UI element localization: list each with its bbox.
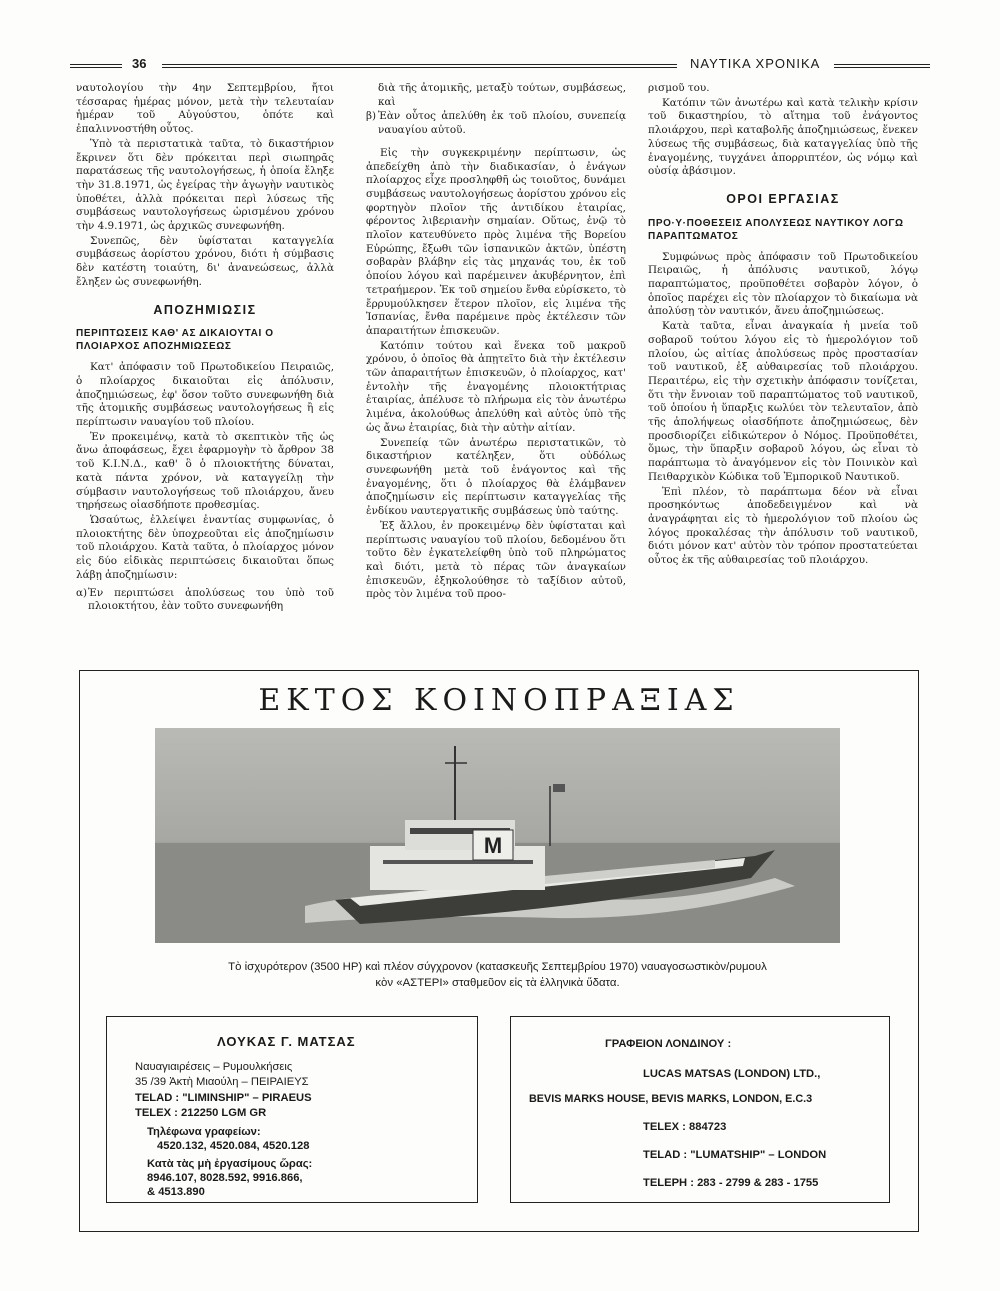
ship-photo [155, 728, 840, 943]
paragraph: ναυτολογίου τὴν 4ην Σεπτεμβρίου, ἤτοι τέσσαρας ἡμέρας μόνον, μετὰ τὴν τελευταίαν ἡμέραν τοῦ Αὐγούστου, ὁπότε καὶ ἐπαλιννοστήθη οὗτος. [76, 82, 334, 136]
page-number: 36 [132, 56, 147, 71]
paragraph: Ὡσαύτως, ἐλλείψει ἐναντίας συμφωνίας, ὁ πλοιοκτήτης δὲν ὑποχρεοῦται εἰς ἀποζημίωσιν τοῦ πλοιάρχου. Κατὰ ταῦτα, ὁ πλοίαρχος μόνον εἰς δύο εἰδικὰς περιπτώσεις δικαιοῦται ὅπως λάβῃ ἀποζημίωσιν: [76, 513, 334, 581]
header-rule-middle [162, 64, 677, 68]
caption-line: κὸν «ΑΣΤΕΡΙ» σταθμεῦον εἰς τὰ ἑλληνικὰ ὕδατα. [375, 977, 620, 989]
london-office-heading: ΓΡΑΦΕΙΟΝ ΛΟΝΔΙΝΟΥ : [605, 1038, 732, 1050]
funnel-letter: M [483, 833, 503, 858]
running-header [70, 58, 930, 76]
superstructure [370, 846, 545, 890]
paragraph: Ἐξ ἄλλου, ἐν προκειμένῳ δὲν ὑφίσταται καὶ περίπτωσις ναυαγίου τοῦ πλοίου, δεδομένου ὅτι τοῦτο δὲν ἐγκατελείφθη ὑπὸ τοῦ πληρώματος καὶ διότι, μετὰ τὸ πέρας τῶν ἀναγκαίων ἐπισκευῶν, ἐξηκολούθησε τὸ ταξίδιον αὐτοῦ, πρὸς τὸν λιμένα τοῦ προο- [366, 519, 626, 601]
list-label: α) [76, 586, 88, 599]
flag [553, 784, 565, 792]
paragraph: ρισμοῦ του. [648, 82, 710, 94]
telad-line: ΤELAD : "LIMINSHIP" – PIRAEUS [135, 1092, 312, 1104]
deck-windows [383, 860, 533, 864]
offhours-label: Κατὰ τὰς μὴ ἐργασίμους ὥρας: [147, 1158, 313, 1170]
column-1 [76, 82, 334, 614]
photo-caption [130, 959, 865, 991]
list-label: β) [366, 110, 377, 123]
ad-title: ΕΚΤΟΣ ΚΟΙΝΟΠΡΑΞΙΑΣ [258, 683, 740, 718]
london-telad: TELAD : "LUMATSHIP" – LONDON [643, 1149, 827, 1161]
paragraph: Ὑπὸ τὰ περιστατικὰ ταῦτα, τὸ δικαστήριον ἔκρινεν ὅτι δὲν πρόκειται περὶ σιωπηρᾶς παρατάσεως τῆς ναυτολογήσεως, ἡ ὁποία ἔληξε τὴν 31.8.1971, ὡς ἐγείρας τὴν ἀγωγὴν ναυτικὸς ὑποθέτει, ἀλλὰ πρόκειται περὶ λύσεως τῆς συμβάσεως ναυτολογήσεως ὡρισμένου χρόνου τὴν 4.9.1971, ὡς ἀρχικῶς συνεφωνήθη. [76, 137, 334, 233]
column-2 [366, 82, 626, 603]
london-company: LUCAS MATSAS (LONDON) LTD., [643, 1068, 821, 1080]
london-phone: TELEPH : 283 - 2799 & 283 - 1755 [643, 1177, 819, 1189]
telex-line: TELEX : 212250 LGM GR [135, 1107, 267, 1119]
london-address: BEVIS MARKS HOUSE, BEVIS MARKS, LONDON, E.C.3 [529, 1093, 813, 1105]
advertisement [79, 670, 919, 1232]
running-title: ΝΑΥΤΙΚΑ ΧΡΟΝΙΚΑ [690, 56, 821, 71]
header-rule-right [834, 64, 930, 68]
offhours-line: & 4513.890 [147, 1186, 205, 1198]
paragraph: Κατὰ ταῦτα, εἶναι ἀναγκαία ἡ μνεία τοῦ σοβαροῦ τούτου λόγου εἰς τὸ ἡμερολόγιον τοῦ πλοίου, ὡς αἰτίας ἀπολύσεως πρὸς προστασίαν τοῦ ναυτικοῦ, ἐξ αὐθαιρεσίας τοῦ πλοιάρχου. Περαιτέρω, εἰς τὴν σχετικὴν ἀπόφασιν τονίζεται, ὅτι τὴν ἔννοιαν τοῦ παραπτώματος τοῦ ναυτικοῦ, τοῦ ὁποίου ἡ ὕπαρξις κωλύει τὸν τελευταῖον, ἀπὸ τῆς ἀπολήψεως οἱασδήποτε ἀποζημιώσεως, δὲν προσδιορίζει εἰδικώτερον ὁ Νόμος. Προϋποθέτει, ὅμως, τὴν ὕπαρξιν σοβαροῦ λόγου, ὡς εἶναι τὸ παράπτωμα τὸ ἀναγόμενον εἰς τὸν Ποινικὸν καὶ Πειθαρχικὸν Κώδικα τοῦ Ἐμπορικοῦ Ναυτικοῦ. [648, 320, 918, 483]
offhours-line: 8946.107, 8028.592, 9916.866, [147, 1172, 303, 1184]
piraeus-contact-box [106, 1016, 478, 1203]
paragraph: διὰ τῆς ἀτομικῆς, μεταξὺ τούτων, συμβάσεως, καὶ [378, 82, 626, 108]
paragraph: Ἐν προκειμένῳ, κατὰ τὸ σκεπτικὸν τῆς ὡς ἄνω ἀποφάσεως, ἔχει ἐφαρμογὴν τὸ ἄρθρον 38 τοῦ Κ.Ι.Ν.Δ., καθ' ὃ ὁ πλοιοκτήτης δύναται, κατὰ πάντα χρόνον, νὰ καταγγείλῃ τὴν σύμβασιν ναυτολογήσεως τοῦ πλοιάρχου, ἄνευ τηρήσεως οἱασδήποτε προθεσμίας. [76, 430, 334, 512]
list-text: Ἐὰν οὗτος ἀπελύθη ἐκ τοῦ πλοίου, συνεπείᾳ ναυαγίου αὐτοῦ. [378, 110, 626, 137]
london-contact-box [510, 1016, 890, 1203]
paragraph: Συμφώνως πρὸς ἀπόφασιν τοῦ Πρωτοδικείου Πειραιῶς, ἡ ἀπόλυσις ναυτικοῦ, λόγῳ παραπτώματος, προϋποθέτει σοβαρὸν λόγον, ὁ ὁποῖος παρέχει εἰς τὸν πλοίαρχον τὸ δικαίωμα νὰ ἀπολύσῃ τὸν ναυτικόν, ἄνευ ἀποζημιώσεως. [648, 250, 918, 318]
paragraph: Κατ' ἀπόφασιν τοῦ Πρωτοδικείου Πειραιῶς, ὁ πλοίαρχος δικαιοῦται εἰς ἀπόλυσιν, ἀποζημιώσεως, ἐφ' ὅσον τοῦτο συνεφωνήθη διὰ τῆς ἀτομικῆς συμβάσεως ναυτολογήσεως ἢ εἰς περίπτωσιν ναυαγίου τοῦ πλοίου. [76, 361, 334, 429]
paragraph: Εἰς τὴν συγκεκριμένην περίπτωσιν, ὡς ἀπεδείχθη ἀπὸ τὴν διαδικασίαν, ὁ ἐνάγων πλοίαρχος εἶχε προσληφθῆ ὡς τοιοῦτος, δυνάμει συμβάσεως ναυτολογήσεως ἀορίστου χρόνου εἰς φορτηγὸν πλοῖον τῆς ἀντιδίκου ἑταιρίας, φέροντος λιβεριανὴν σημαίαν. Οὕτως, ἐνῷ τὸ πλοῖον κατευθύνετο πρὸς λιμένα τῆς Βορείου Εὐρώπης, ἔξωθι τῶν ἱσπανικῶν ἀκτῶν, ὑπέστη σοβαρὰν βλάβην εἰς τὰς μηχανάς του, ἐκ τοῦ ὁποίου λόγου καὶ παρέμεινεν ἀκυβέρνητον, ἐπὶ τετραήμερον. Ἐκ τοῦ σημείου ἔνθα εὑρίσκετο, τὸ ἔρρυμούλκησεν ἕτερον πλοῖον, εἰς λιμένα τῆς Ἰσπανίας, ἔνθα παρέμεινε πρὸς ἐκτέλεσιν τῶν ἀπαραιτήτων ἐπισκευῶν. [366, 146, 626, 337]
subsection-heading: ΠΡΟ·Υ·ΠΟΘΕΣΕΙΣ ΑΠΟΛΥΣΕΩΣ ΝΑΥΤΙΚΟΥ ΛΟΓΩ ΠΑΡΑΠΤΩΜΑΤΟΣ [648, 217, 904, 242]
paragraph: Συνεπῶς, δὲν ὑφίσταται καταγγελία συμβάσεως ἀορίστου χρόνου, διότι ἡ σύμβασις δὲν κατέστη τοιαύτη, δι' ἀνανεώσεως, ἀλλὰ ἔληξεν ὡς συνεφωνήθη. [76, 234, 334, 288]
section-title: ΑΠΟΖΗΜΙΩΣΙΣ [153, 302, 257, 317]
company-name: ΛΟΥΚΑΣ Γ. ΜΑΤΣΑΣ [217, 1034, 356, 1049]
services-line: Ναυαγιαιρέσεις – Ρυμουλκήσεις [135, 1061, 293, 1073]
list-text: Ἐν περιπτώσει ἀπολύσεως του ὑπὸ τοῦ πλοιοκτήτου, ἐὰν τοῦτο συνεφωνήθη [88, 586, 334, 613]
ship-illustration [155, 728, 840, 943]
list-item [366, 110, 626, 137]
column-3 [648, 82, 918, 569]
phones-label: Τηλέφωνα γραφείων: [147, 1126, 261, 1138]
paragraph: Κατόπιν τούτου καὶ ἕνεκα τοῦ μακροῦ χρόνου, ὁ ὁποῖος θὰ ἀπῃτεῖτο διὰ τὴν ἐκτέλεσιν τῶν ἀπαραιτήτων ἐπισκευῶν, ὁ πλοίαρχος, κατ' ἐντολὴν τῆς ἐναγομένης πλοιοκτήτριας ἑταιρίας, ἀπέλυσε τὸ πλήρωμα εἰς τὸν ἀνωτέρω λιμένα, ἀκολούθως ἀπελύθη καὶ αὐτὸς ὑπὸ τῆς ὡς ἄνω ἑταιρίας, διὰ τὴν αὐτὴν αἰτίαν. [366, 339, 626, 434]
paragraph: Συνεπείᾳ τῶν ἀνωτέρω περιστατικῶν, τὸ δικαστήριον κατέληξεν, ὅτι οὐδόλως συνεφωνήθη μετὰ τοῦ ἐνάγοντος καὶ τῆς ἐναγομένης, ὅτι ὁ πλοίαρχος θὰ ἐλάμβανεν ἀποζημίωσιν εἰς περίπτωσιν καταγγελίας τῆς ἐνδίκου ναυτεργατικῆς συμβάσεως ὑπὸ ταύτης. [366, 436, 626, 518]
address-line: 35 /39 Ἀκτὴ Μιαούλη – ΠΕΙΡΑΙΕΥΣ [135, 1076, 309, 1088]
paragraph: Κατόπιν τῶν ἀνωτέρω καὶ κατὰ τελικὴν κρίσιν τοῦ δικαστηρίου, τὸ αἴτημα τοῦ ἐνάγοντος πλοιάρχου, περὶ καταβολῆς ἀποζημιώσεως, ἕνεκεν λύσεως τῆς συμβάσεως, διὰ καταγγελίας ὑπὸ τῆς ἐναγομένης, τυγχάνει ἀπορριπτέον, ὡς νόμῳ καὶ οὐσίᾳ ἀβάσιμον. [648, 96, 918, 178]
list-item [76, 587, 334, 614]
caption-line: Τὸ ἰσχυρότερον (3500 HP) καὶ πλέον σύγχρονον (κατασκευῆς Σεπτεμβρίου 1970) ναυαγοσωστικὸν/ρυμουλ [228, 961, 767, 973]
header-rule-left [70, 64, 122, 68]
london-telex: TELEX : 884723 [643, 1121, 727, 1133]
subsection-heading: ΠΕΡΙΠΤΩΣΕΙΣ ΚΑΘ' ΑΣ ΔΙΚΑΙΟΥΤΑΙ Ο ΠΛΟΙΑΡΧΟΣ ΑΠΟΖΗΜΙΩΣΕΩΣ [76, 328, 274, 353]
paragraph: Ἐπὶ πλέον, τὸ παράπτωμα δέον νὰ εἶναι προσηκόντως ἀποδεδειγμένον καὶ νὰ ἀναγράφηται εἰς τὸ ἡμερολόγιον τοῦ πλοίου ὡς λόγος προκαλέσας τὴν ἀπόλυσιν τοῦ ναυτικοῦ, διότι μόνον κατ' αὐτὸν τὸν τρόπον προστατεύεται οὗτος ἐκ τῆς αὐθαιρεσίας τοῦ πλοιάρχου. [648, 485, 918, 567]
section-title: ΟΡΟΙ ΕΡΓΑΣΙΑΣ [726, 191, 840, 206]
phones-line: 4520.132, 4520.084, 4520.128 [157, 1140, 310, 1152]
